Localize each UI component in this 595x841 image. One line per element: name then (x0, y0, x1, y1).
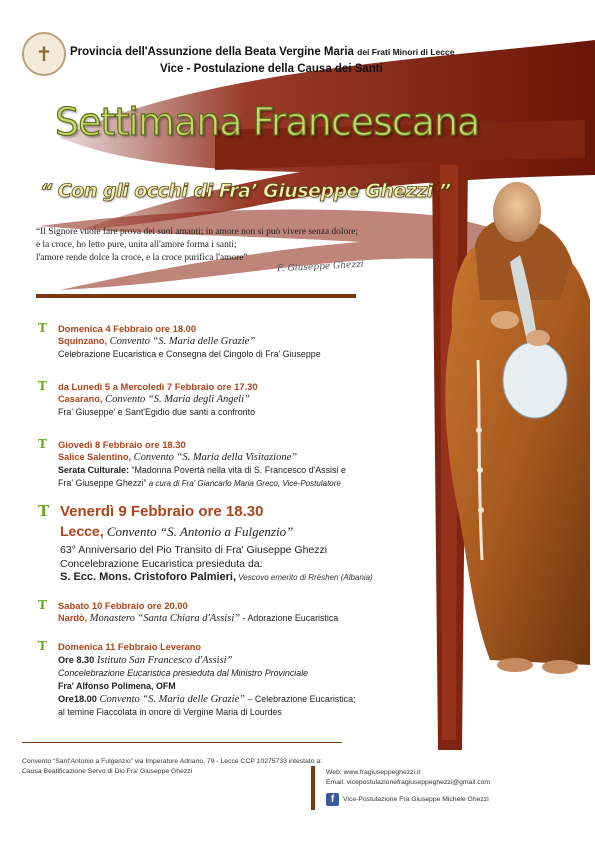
event-convent: Monastero “Santa Chiara d'Assisi” (87, 613, 241, 624)
event-description: - Adorazione Eucaristica (240, 613, 339, 623)
tau-cross-icon: T (38, 437, 47, 451)
friar-foot (497, 658, 533, 672)
event-convent: Istituto San Francesco d'Assisi” (94, 655, 233, 666)
cord-knot (476, 427, 482, 433)
footer-vertical-bar (311, 766, 315, 810)
event-description: Concelebrazione Eucaristica presieduta da: (60, 558, 263, 570)
event-label: Serata Culturale: (58, 465, 130, 475)
event-date: Domenica 11 Febbraio (58, 641, 161, 652)
quote-line: e la croce, ho letto pure, unita all'amore forma i santi; (36, 240, 237, 250)
event-date: Giovedì 8 Febbraio ore 18.30 (58, 439, 186, 450)
event-description: 63° Anniversario del Pio Transito di Fra' Giuseppe Ghezzi (60, 544, 328, 556)
event-date: da Lunedì 5 a Mercoledì 7 Febbraio ore 17.30 (58, 381, 258, 392)
event-place: Lecce, (60, 523, 104, 539)
quote-block (36, 226, 376, 265)
event-convent: Convento “S. Antonio a Fulgenzio” (103, 524, 294, 539)
signature: F. Giuseppe Ghezzi (276, 259, 364, 275)
event-place: Squinzano, (58, 336, 107, 346)
event-time: Ore 8.30 (58, 655, 95, 665)
header-vice-postulazione: Vice - Postulazione della Causa dei Santi (160, 63, 383, 75)
cord-knot (477, 467, 483, 473)
tau-cross-icon: T (38, 379, 47, 393)
event-place: Nardò, (58, 613, 88, 623)
event-description: Fra' Giuseppe' e Sant'Egidio due santi a confronto (58, 407, 256, 417)
event-description: – Celebrazione Eucaristica; (245, 694, 356, 704)
event-celebrant-title: Vescovo emerito di Rrëshen (Albania) (236, 573, 373, 582)
cord-knot (478, 507, 484, 513)
footer-facebook-link[interactable]: Vice-Postulazione Fra Giuseppe Michele Ghezzi (343, 796, 489, 803)
franciscan-emblem-icon: ✝ (22, 32, 66, 76)
event-description: “Madonna Povertà nella vita di S. Francesco d'Assisi e (129, 465, 346, 475)
footer-email-link[interactable]: Email: vicepostulazionefragiuseppeghezzi@gmail.com (326, 779, 491, 786)
friar-hand (491, 311, 519, 329)
tau-cross-icon: T (38, 321, 47, 335)
event-item (38, 380, 258, 419)
event-convent: Convento “S. Maria degli Angeli” (102, 394, 250, 405)
facebook-icon[interactable]: f (326, 793, 339, 806)
event-convent: Convento “S. Maria delle Grazie” (107, 336, 256, 347)
tau-cross-icon: T (38, 639, 47, 653)
friar-foot (542, 660, 578, 674)
tau-cross-icon: T (38, 598, 47, 612)
event-time: Ore18.00 (58, 694, 97, 704)
page-subtitle: “ Con gli occhi di Fra’ Giuseppe Ghezzi ” (40, 180, 451, 202)
footer-divider (22, 742, 342, 743)
event-date: Venerdì 9 Febbraio ore 18.30 (60, 503, 264, 520)
tau-cross-icon: T (38, 502, 50, 520)
quote-line: “Il Signore vuole fare prova dei suoi amanti; in amore non si può vivere senza dolore; (36, 227, 359, 237)
event-curator: a cura di Fra' Giancarlo Maria Greco, Vice-Postulatore (146, 479, 341, 488)
event-description: Celebrazione Eucaristica e Consegna del Cingolo di Fra' Giuseppe (58, 349, 321, 359)
footer-contacts (326, 768, 490, 788)
event-convent: Convento “S. Maria delle Grazie” (96, 694, 245, 705)
event-date: Domenica 4 Febbraio ore 18.00 (58, 323, 197, 334)
event-convent: Convento “S. Maria della Visitazione” (131, 452, 298, 463)
friar-hand (526, 330, 550, 346)
footer-address-line: Convento “Sant'Antonio a Fulgenzio” via Imperatore Adriano, 79 - Lecce CCP 10275733 intestato a: (22, 758, 323, 765)
event-place: Salice Salentino, (58, 452, 132, 462)
friar-robe (445, 238, 590, 665)
event-place: Casarano, (58, 394, 103, 404)
friar-bag (503, 342, 567, 418)
divider (36, 294, 356, 298)
event-item (38, 503, 373, 584)
event-place: Leverano (160, 642, 201, 652)
header-line1-small: dei Frati Minori di Lecce (357, 47, 455, 57)
footer-address (22, 757, 322, 777)
quote-line: l'amore rende dolce la croce, e la croce purifica l'amore” (36, 253, 248, 263)
event-item (38, 322, 321, 361)
footer-web-link[interactable]: Web: www.fragiuseppeghezzi.it (326, 769, 421, 776)
page-title: Settimana Francescana (55, 100, 480, 144)
event-item (38, 438, 346, 490)
event-item (38, 640, 356, 719)
header-line1: Provincia dell'Assunzione della Beata Vergine Maria (70, 46, 358, 58)
event-item (38, 599, 338, 625)
event-description: al temine Fiaccolata in onore di Vergine Maria di Lourdes (58, 707, 282, 717)
event-celebrant: S. Ecc. Mons. Cristoforo Palmieri, (60, 571, 237, 583)
header-province (70, 46, 454, 58)
friar-head (493, 182, 541, 242)
footer-address-line: Causa Beatificazione Servo di Dio Fra' Giuseppe Ghezzi (22, 768, 193, 775)
event-date: Sabato 10 Febbraio ore 20.00 (58, 600, 188, 611)
event-celebrant: Fra' Alfonso Polimena, OFM (58, 681, 176, 691)
event-description: Concelebrazione Eucaristica presieduta dal Ministro Provinciale (58, 668, 309, 678)
event-description: Fra' Giuseppe Ghezzi” (58, 478, 147, 488)
